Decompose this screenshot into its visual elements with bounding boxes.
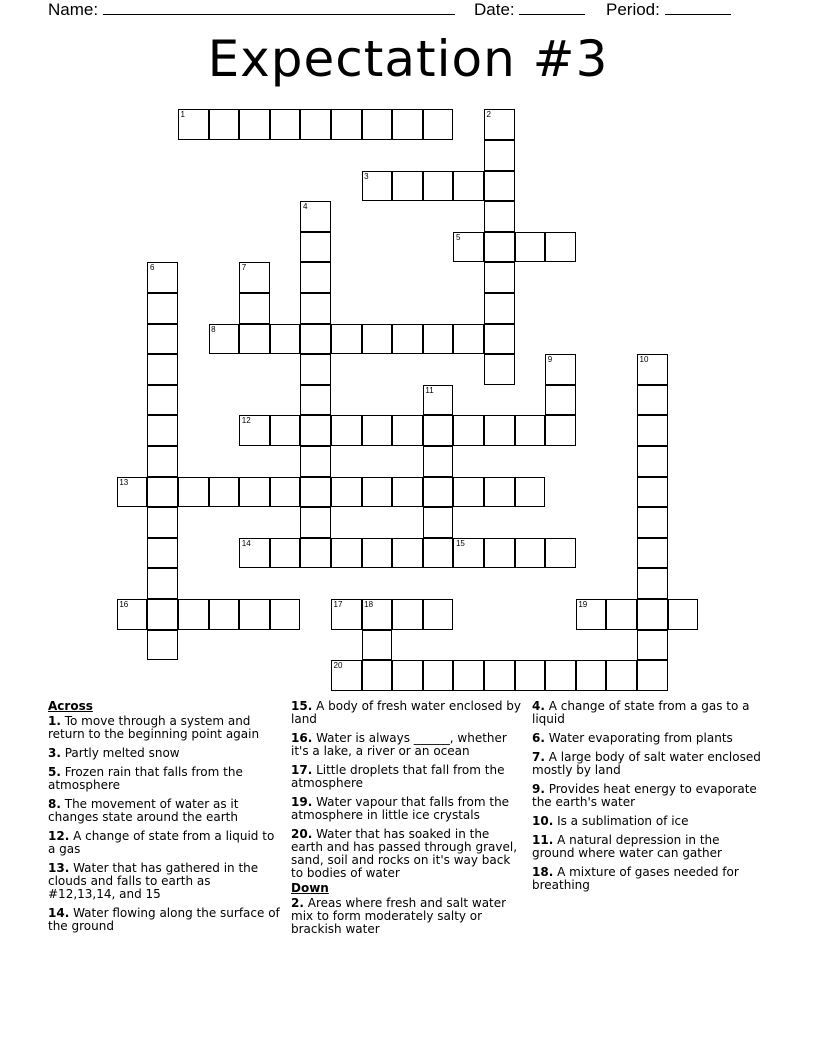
clue-item [291, 700, 523, 726]
clue-item [48, 830, 280, 856]
crossword-cell[interactable] [178, 477, 209, 508]
crossword-cell[interactable] [423, 415, 454, 446]
crossword-cell[interactable] [637, 415, 668, 446]
clue-item [291, 732, 523, 758]
crossword-cell[interactable] [117, 599, 148, 630]
clue-number-label: 20. [291, 827, 313, 841]
crossword-cell[interactable] [423, 507, 454, 538]
crossword-cell[interactable] [147, 262, 178, 293]
crossword-cell[interactable] [209, 477, 240, 508]
clue-item [48, 907, 280, 933]
clue-text: Little droplets that fall from the atmosphere [291, 763, 505, 790]
crossword-cell[interactable] [239, 538, 270, 569]
crossword-cell[interactable] [362, 171, 393, 202]
clue-number-label: 9. [532, 782, 545, 796]
crossword-cell[interactable] [147, 324, 178, 355]
crossword-cell[interactable] [423, 446, 454, 477]
clue-item [532, 700, 762, 726]
crossword-cell[interactable] [637, 446, 668, 477]
crossword-cell[interactable] [637, 477, 668, 508]
crossword-cell[interactable] [484, 293, 515, 324]
clue-number: 5 [455, 232, 461, 242]
clue-number: 20 [333, 661, 343, 671]
crossword-cell[interactable] [637, 354, 668, 385]
down-heading: Down [291, 881, 329, 895]
crossword-cell[interactable] [270, 599, 301, 630]
clue-number: 4 [302, 202, 308, 212]
clue-number-label: 14. [48, 906, 70, 920]
crossword-cell[interactable] [423, 599, 454, 630]
clue-number: 3 [364, 171, 369, 181]
clue-number: 7 [241, 263, 247, 273]
clue-number: 13 [119, 477, 129, 487]
clue-number-label: 17. [291, 763, 313, 777]
crossword-cell[interactable] [576, 660, 607, 691]
crossword-cell[interactable] [239, 599, 270, 630]
clue-item [48, 766, 280, 792]
clue-number: 9 [547, 355, 553, 365]
crossword-cell[interactable] [239, 477, 270, 508]
crossword-cell[interactable] [331, 660, 362, 691]
name-label: Name: [48, 0, 99, 19]
crossword-cell[interactable] [300, 262, 331, 293]
crossword-cell[interactable] [362, 415, 393, 446]
crossword-cell[interactable] [209, 599, 240, 630]
clue-text: Water is always ______, whether it's a lake, a river or an ocean [291, 731, 507, 758]
crossword-cell[interactable] [300, 446, 331, 477]
crossword-cell[interactable] [362, 477, 393, 508]
date-line[interactable] [519, 0, 585, 15]
crossword-cell[interactable] [362, 630, 393, 661]
crossword-cell[interactable] [209, 324, 240, 355]
clue-text: Water evaporating from plants [544, 731, 733, 745]
crossword-cell[interactable] [209, 109, 240, 140]
crossword-cell[interactable] [606, 660, 637, 691]
crossword-cell[interactable] [453, 232, 484, 263]
crossword-cell[interactable] [484, 660, 515, 691]
clue-text: A natural depression in the ground where water can gather [532, 833, 722, 860]
crossword-cell[interactable] [392, 477, 423, 508]
crossword-cell[interactable] [331, 415, 362, 446]
crossword-cell[interactable] [515, 415, 546, 446]
crossword-cell[interactable] [637, 599, 668, 630]
clue-number: 18 [364, 599, 374, 609]
crossword-cell[interactable] [300, 538, 331, 569]
crossword-cell[interactable] [147, 477, 178, 508]
crossword-cell[interactable] [147, 507, 178, 538]
crossword-cell[interactable] [453, 538, 484, 569]
clue-number: 14 [241, 538, 251, 548]
clue-number: 8 [211, 324, 216, 334]
crossword-cell[interactable] [331, 477, 362, 508]
crossword-cell[interactable] [423, 109, 454, 140]
clue-text: A large body of salt water enclosed mostly by land [532, 750, 761, 777]
name-line[interactable] [103, 0, 455, 15]
crossword-cell[interactable] [239, 293, 270, 324]
clue-item [48, 747, 280, 760]
clue-text: Water that has soaked in the earth and has passed through gravel, sand, soil and rocks on it's way back to bodies of water [291, 827, 518, 880]
clue-number: 11 [425, 385, 434, 395]
crossword-cell[interactable] [147, 385, 178, 416]
crossword-cell[interactable] [545, 385, 576, 416]
crossword-cell[interactable] [392, 599, 423, 630]
clue-number: 6 [149, 263, 155, 273]
crossword-cell[interactable] [545, 538, 576, 569]
crossword-cell[interactable] [270, 109, 301, 140]
clue-text: A body of fresh water enclosed by land [291, 699, 521, 726]
across-clue-list [48, 715, 280, 933]
crossword-cell[interactable] [147, 446, 178, 477]
crossword-cell[interactable] [423, 477, 454, 508]
clue-number: 12 [241, 416, 251, 426]
crossword-cell[interactable] [239, 109, 270, 140]
clue-number: 15 [455, 538, 465, 548]
crossword-cell[interactable] [239, 324, 270, 355]
crossword-cell[interactable] [515, 660, 546, 691]
clue-text: To move through a system and return to the beginning point again [48, 714, 260, 741]
crossword-cell[interactable] [423, 385, 454, 416]
clue-item [291, 828, 523, 880]
crossword-cell[interactable] [270, 538, 301, 569]
period-field[interactable] [606, 0, 731, 20]
crossword-cell[interactable] [300, 232, 331, 263]
crossword-cell[interactable] [668, 599, 699, 630]
crossword-cell[interactable] [423, 538, 454, 569]
date-field[interactable] [474, 0, 585, 20]
crossword-cell[interactable] [392, 171, 423, 202]
clue-number-label: 1. [48, 714, 61, 728]
crossword-cell[interactable] [147, 538, 178, 569]
down-clue-list-continued [532, 700, 762, 892]
crossword-cell[interactable] [178, 109, 209, 140]
clue-number-label: 13. [48, 861, 70, 875]
crossword-cell[interactable] [453, 660, 484, 691]
crossword-cell[interactable] [515, 538, 546, 569]
crossword-cell[interactable] [239, 415, 270, 446]
crossword-cell[interactable] [515, 232, 546, 263]
clue-number: 19 [578, 599, 588, 609]
crossword-cell[interactable] [392, 538, 423, 569]
clue-number-label: 2. [291, 896, 304, 910]
crossword-cell[interactable] [300, 324, 331, 355]
period-line[interactable] [665, 0, 731, 15]
clue-item [532, 834, 762, 860]
crossword-cell[interactable] [545, 354, 576, 385]
clue-number-label: 16. [291, 731, 313, 745]
crossword-cell[interactable] [576, 599, 607, 630]
clue-item [48, 715, 280, 741]
clue-item [532, 751, 762, 777]
crossword-cell[interactable] [637, 660, 668, 691]
clue-number: 10 [639, 355, 649, 365]
clue-item [532, 815, 762, 828]
crossword-cell[interactable] [484, 201, 515, 232]
clue-item [48, 862, 280, 901]
clue-text: A change of state from a liquid to a gas [48, 829, 275, 856]
crossword-cell[interactable] [300, 477, 331, 508]
clue-text: A mixture of gases needed for breathing [532, 865, 739, 892]
clues-column-1 [48, 700, 280, 939]
clues-column-2 [291, 700, 523, 942]
clue-item [291, 796, 523, 822]
crossword-cell[interactable] [515, 477, 546, 508]
crossword-cell[interactable] [300, 109, 331, 140]
clue-text: Water that has gathered in the clouds and falls to earth as #12,13,14, and 15 [48, 861, 259, 901]
clue-number: 2 [486, 110, 491, 120]
clue-number-label: 18. [532, 865, 554, 879]
clue-number-label: 10. [532, 814, 554, 828]
clue-number-label: 19. [291, 795, 313, 809]
crossword-cell[interactable] [484, 324, 515, 355]
clue-text: Areas where fresh and salt water mix to form moderately salty or brackish water [291, 896, 507, 936]
crossword-cell[interactable] [453, 477, 484, 508]
clue-item [48, 798, 280, 824]
clue-item [532, 866, 762, 892]
clue-text: A change of state from a gas to a liquid [532, 699, 750, 726]
crossword-cell[interactable] [484, 232, 515, 263]
clue-item [532, 732, 762, 745]
crossword-cell[interactable] [331, 109, 362, 140]
across-clue-list-continued [291, 700, 523, 880]
crossword-cell[interactable] [300, 354, 331, 385]
crossword-cell[interactable] [300, 293, 331, 324]
clue-number-label: 11. [532, 833, 554, 847]
crossword-cell[interactable] [637, 568, 668, 599]
clue-number: 16 [119, 599, 129, 609]
crossword-cell[interactable] [484, 140, 515, 171]
crossword-cell[interactable] [147, 293, 178, 324]
clue-text: Water vapour that falls from the atmosphere in little ice crystals [291, 795, 510, 822]
crossword-cell[interactable] [331, 599, 362, 630]
crossword-cell[interactable] [423, 171, 454, 202]
crossword-cell[interactable] [423, 660, 454, 691]
crossword-cell[interactable] [300, 385, 331, 416]
crossword-cell[interactable] [484, 415, 515, 446]
clue-text: Is a sublimation of ice [553, 814, 689, 828]
crossword-cell[interactable] [545, 660, 576, 691]
crossword-cell[interactable] [545, 232, 576, 263]
crossword-cell[interactable] [331, 538, 362, 569]
crossword-cell[interactable] [392, 415, 423, 446]
clue-number-label: 15. [291, 699, 313, 713]
crossword-cell[interactable] [484, 538, 515, 569]
clue-number-label: 12. [48, 829, 70, 843]
crossword-cell[interactable] [117, 477, 148, 508]
clue-item [532, 783, 762, 809]
page-title: Expectation #3 [207, 30, 609, 88]
crossword-cell[interactable] [423, 324, 454, 355]
crossword-cell[interactable] [331, 324, 362, 355]
crossword-cell[interactable] [270, 415, 301, 446]
crossword-cell[interactable] [362, 538, 393, 569]
clues-column-3 [532, 700, 762, 898]
period-label: Period: [606, 0, 660, 19]
crossword-cell[interactable] [270, 477, 301, 508]
crossword-cell[interactable] [300, 415, 331, 446]
name-field[interactable] [48, 0, 455, 20]
crossword-cell[interactable] [239, 262, 270, 293]
crossword-cell[interactable] [362, 660, 393, 691]
clue-number-label: 7. [532, 750, 545, 764]
clue-text: Water flowing along the surface of the ground [48, 906, 280, 933]
crossword-cell[interactable] [362, 599, 393, 630]
crossword-cell[interactable] [637, 385, 668, 416]
crossword-cell[interactable] [484, 354, 515, 385]
clue-number-label: 5. [48, 765, 61, 779]
clue-text: Partly melted snow [60, 746, 180, 760]
crossword-cell[interactable] [637, 507, 668, 538]
clue-item [291, 897, 523, 936]
crossword-cell[interactable] [606, 599, 637, 630]
crossword-cell[interactable] [545, 415, 576, 446]
crossword-cell[interactable] [637, 538, 668, 569]
crossword-cell[interactable] [392, 324, 423, 355]
crossword-cell[interactable] [484, 477, 515, 508]
clue-number: 17 [333, 599, 343, 609]
crossword-cell[interactable] [300, 201, 331, 232]
clue-number-label: 3. [48, 746, 61, 760]
clue-text: Provides heat energy to evaporate the earth's water [532, 782, 757, 809]
crossword-cell[interactable] [362, 324, 393, 355]
crossword-cell[interactable] [147, 415, 178, 446]
crossword-cell[interactable] [147, 568, 178, 599]
date-label: Date: [474, 0, 515, 19]
crossword-cell[interactable] [637, 630, 668, 661]
down-clue-list [291, 897, 523, 936]
crossword-cell[interactable] [392, 660, 423, 691]
crossword-cell[interactable] [362, 109, 393, 140]
crossword-cell[interactable] [178, 599, 209, 630]
crossword-cell[interactable] [453, 415, 484, 446]
crossword-cell[interactable] [147, 599, 178, 630]
clue-number: 1 [180, 110, 185, 120]
crossword-cell[interactable] [147, 630, 178, 661]
crossword-cell[interactable] [270, 324, 301, 355]
clue-number-label: 4. [532, 699, 545, 713]
crossword-cell[interactable] [484, 262, 515, 293]
crossword-cell[interactable] [484, 171, 515, 202]
crossword-cell[interactable] [300, 507, 331, 538]
crossword-cell[interactable] [453, 171, 484, 202]
clue-number-label: 8. [48, 797, 61, 811]
crossword-cell[interactable] [453, 324, 484, 355]
clue-text: Frozen rain that falls from the atmosphere [48, 765, 243, 792]
clue-item [291, 764, 523, 790]
crossword-cell[interactable] [392, 109, 423, 140]
clue-text: The movement of water as it changes state around the earth [48, 797, 239, 824]
crossword-cell[interactable] [147, 354, 178, 385]
crossword-cell[interactable] [484, 109, 515, 140]
across-heading: Across [48, 699, 93, 713]
clue-number-label: 6. [532, 731, 545, 745]
